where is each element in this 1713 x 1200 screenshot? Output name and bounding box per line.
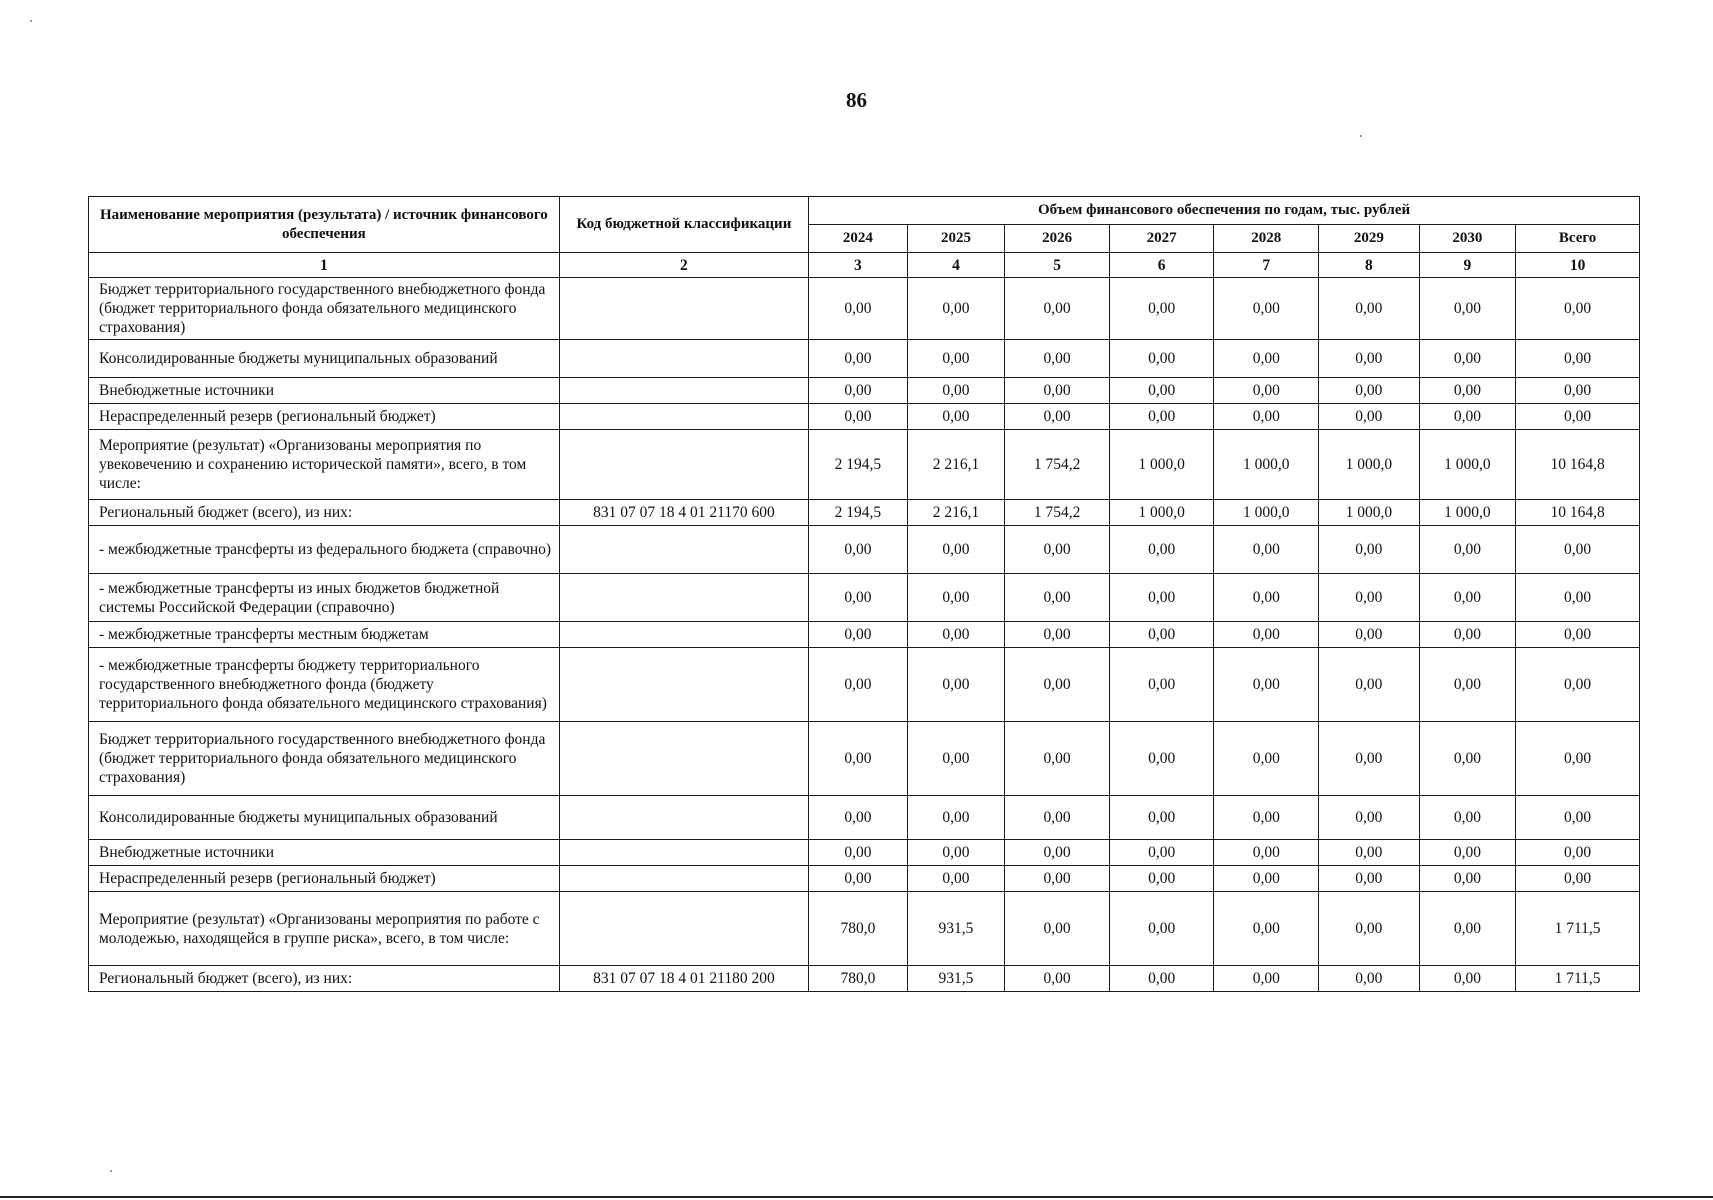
column-index-cell: 3: [809, 253, 908, 278]
row-value-cell: 0,00: [1319, 966, 1420, 992]
row-value-cell: 0,00: [1419, 866, 1516, 892]
row-value-cell: 0,00: [1319, 574, 1420, 622]
row-value-cell: 0,00: [907, 866, 1005, 892]
row-value-cell: 0,00: [907, 574, 1005, 622]
row-code-cell: [559, 722, 808, 796]
row-value-cell: 0,00: [1419, 378, 1516, 404]
row-value-cell: 0,00: [809, 526, 908, 574]
page-number: 86: [846, 88, 867, 112]
header-year-cell: 2028: [1214, 225, 1319, 253]
table-row: [89, 378, 1640, 404]
row-value-cell: 0,00: [907, 622, 1005, 648]
row-value-cell: 0,00: [1214, 796, 1319, 840]
header-year-cell: Всего: [1516, 225, 1640, 253]
row-name-cell: Мероприятие (результат) «Организованы мероприятия по работе с молодежью, находящейся в группе риска», всего, в том числе:: [89, 892, 560, 966]
row-value-cell: 1 000,0: [1419, 500, 1516, 526]
row-value-cell: 0,00: [907, 722, 1005, 796]
table-body: [89, 278, 1640, 992]
row-value-cell: 0,00: [1419, 574, 1516, 622]
row-value-cell: 1 000,0: [1214, 500, 1319, 526]
row-name-cell: Региональный бюджет (всего), из них:: [89, 966, 560, 992]
page-bottom-rule: [0, 1196, 1713, 1198]
table-row: [89, 340, 1640, 378]
row-value-cell: 0,00: [1214, 866, 1319, 892]
row-value-cell: 0,00: [809, 404, 908, 430]
row-value-cell: 1 711,5: [1516, 892, 1640, 966]
row-value-cell: 0,00: [1319, 378, 1420, 404]
table-row: [89, 278, 1640, 340]
row-code-cell: [559, 526, 808, 574]
row-name-cell: Мероприятие (результат) «Организованы мероприятия по увековечению и сохранению исторической памяти», всего, в том числе:: [89, 430, 560, 500]
row-value-cell: 931,5: [907, 892, 1005, 966]
row-value-cell: 0,00: [809, 574, 908, 622]
row-value-cell: 0,00: [1214, 574, 1319, 622]
row-value-cell: 0,00: [1005, 574, 1110, 622]
row-value-cell: 0,00: [1005, 340, 1110, 378]
row-name-cell: - межбюджетные трансферты местным бюджетам: [89, 622, 560, 648]
row-value-cell: 0,00: [1109, 840, 1214, 866]
row-code-cell: [559, 892, 808, 966]
row-value-cell: 0,00: [809, 378, 908, 404]
row-value-cell: 0,00: [1419, 404, 1516, 430]
header-year-cell: 2030: [1419, 225, 1516, 253]
row-code-cell: [559, 278, 808, 340]
row-value-cell: 0,00: [1319, 526, 1420, 574]
column-index-cell: 8: [1319, 253, 1420, 278]
table-row: [89, 404, 1640, 430]
row-name-cell: Консолидированные бюджеты муниципальных образований: [89, 340, 560, 378]
row-code-cell: [559, 840, 808, 866]
row-value-cell: 0,00: [907, 404, 1005, 430]
row-code-cell: [559, 340, 808, 378]
column-index-cell: 2: [559, 253, 808, 278]
financing-table-wrapper: [88, 196, 1640, 992]
row-value-cell: 0,00: [1109, 722, 1214, 796]
row-value-cell: 0,00: [1319, 648, 1420, 722]
row-value-cell: 0,00: [1005, 404, 1110, 430]
row-value-cell: 0,00: [1516, 378, 1640, 404]
row-value-cell: 0,00: [1516, 722, 1640, 796]
row-value-cell: 780,0: [809, 892, 908, 966]
row-value-cell: 0,00: [907, 340, 1005, 378]
header-index-row: [89, 253, 1640, 278]
scan-speck: [1360, 135, 1362, 137]
row-value-cell: 0,00: [1214, 840, 1319, 866]
row-value-cell: 0,00: [1516, 526, 1640, 574]
row-name-cell: Внебюджетные источники: [89, 378, 560, 404]
table-header: [89, 197, 1640, 278]
row-value-cell: 0,00: [1516, 866, 1640, 892]
header-year-cell: 2027: [1109, 225, 1214, 253]
row-value-cell: 0,00: [1214, 378, 1319, 404]
row-value-cell: 0,00: [1109, 796, 1214, 840]
row-value-cell: 0,00: [1319, 340, 1420, 378]
row-value-cell: 0,00: [1319, 796, 1420, 840]
row-value-cell: 0,00: [1005, 892, 1110, 966]
header-code-column: Код бюджетной классификации: [559, 197, 808, 253]
row-value-cell: 0,00: [1005, 840, 1110, 866]
row-value-cell: 0,00: [1214, 892, 1319, 966]
row-value-cell: 0,00: [1214, 340, 1319, 378]
row-value-cell: 0,00: [1516, 796, 1640, 840]
header-name-column: Наименование мероприятия (результата) / источник финансового обеспечения: [89, 197, 560, 253]
table-row: [89, 500, 1640, 526]
row-value-cell: 0,00: [1005, 866, 1110, 892]
table-row: [89, 796, 1640, 840]
row-value-cell: 0,00: [1109, 622, 1214, 648]
row-value-cell: 0,00: [1109, 378, 1214, 404]
row-name-cell: Бюджет территориального государственного внебюджетного фонда (бюджет территориального фонда обязательного медицинского страхования): [89, 278, 560, 340]
row-value-cell: 0,00: [1214, 278, 1319, 340]
row-value-cell: 0,00: [809, 866, 908, 892]
row-value-cell: 2 194,5: [809, 430, 908, 500]
row-value-cell: 0,00: [907, 840, 1005, 866]
table-row: [89, 966, 1640, 992]
row-value-cell: 0,00: [1109, 892, 1214, 966]
row-value-cell: 0,00: [809, 840, 908, 866]
table-row: [89, 622, 1640, 648]
row-value-cell: 0,00: [1516, 278, 1640, 340]
row-value-cell: 0,00: [1214, 404, 1319, 430]
row-value-cell: 0,00: [1516, 404, 1640, 430]
column-index-cell: 4: [907, 253, 1005, 278]
row-value-cell: 2 194,5: [809, 500, 908, 526]
row-value-cell: 1 000,0: [1319, 430, 1420, 500]
header-year-cell: 2025: [907, 225, 1005, 253]
row-value-cell: 1 000,0: [1109, 430, 1214, 500]
row-value-cell: 2 216,1: [907, 430, 1005, 500]
row-code-cell: [559, 404, 808, 430]
row-value-cell: 0,00: [1419, 966, 1516, 992]
row-value-cell: 1 000,0: [1214, 430, 1319, 500]
row-value-cell: 0,00: [1214, 648, 1319, 722]
row-value-cell: 0,00: [1319, 404, 1420, 430]
row-value-cell: 0,00: [1516, 840, 1640, 866]
row-value-cell: 0,00: [1109, 278, 1214, 340]
row-value-cell: 0,00: [1109, 340, 1214, 378]
row-value-cell: 0,00: [809, 722, 908, 796]
row-value-cell: 0,00: [1214, 622, 1319, 648]
row-value-cell: 0,00: [1319, 622, 1420, 648]
row-value-cell: 0,00: [1419, 892, 1516, 966]
row-code-cell: [559, 574, 808, 622]
row-name-cell: Нераспределенный резерв (региональный бюджет): [89, 866, 560, 892]
row-value-cell: 0,00: [1109, 574, 1214, 622]
row-value-cell: 0,00: [1419, 796, 1516, 840]
column-index-cell: 6: [1109, 253, 1214, 278]
row-value-cell: 0,00: [1109, 404, 1214, 430]
header-year-cell: 2029: [1319, 225, 1420, 253]
financing-table: [88, 196, 1640, 992]
header-year-cell: 2024: [809, 225, 908, 253]
table-row: [89, 866, 1640, 892]
row-code-cell: [559, 430, 808, 500]
scan-speck: [30, 20, 32, 22]
row-value-cell: 0,00: [1109, 866, 1214, 892]
row-value-cell: 1 754,2: [1005, 500, 1110, 526]
row-value-cell: 0,00: [907, 526, 1005, 574]
row-value-cell: 0,00: [907, 648, 1005, 722]
table-row: [89, 722, 1640, 796]
row-value-cell: 0,00: [809, 648, 908, 722]
row-value-cell: 0,00: [809, 340, 908, 378]
row-name-cell: Нераспределенный резерв (региональный бюджет): [89, 404, 560, 430]
header-year-cell: 2026: [1005, 225, 1110, 253]
row-value-cell: 0,00: [1005, 648, 1110, 722]
row-code-cell: [559, 796, 808, 840]
column-index-cell: 10: [1516, 253, 1640, 278]
table-row: [89, 840, 1640, 866]
row-code-cell: [559, 622, 808, 648]
row-value-cell: 0,00: [809, 278, 908, 340]
row-value-cell: 0,00: [1005, 278, 1110, 340]
row-value-cell: 0,00: [1419, 840, 1516, 866]
row-value-cell: 0,00: [1319, 722, 1420, 796]
row-value-cell: 931,5: [907, 966, 1005, 992]
row-value-cell: 0,00: [907, 796, 1005, 840]
row-code-cell: [559, 378, 808, 404]
row-value-cell: 0,00: [907, 378, 1005, 404]
row-value-cell: 0,00: [1516, 622, 1640, 648]
row-value-cell: 2 216,1: [907, 500, 1005, 526]
row-value-cell: 0,00: [1005, 722, 1110, 796]
row-value-cell: 0,00: [1005, 966, 1110, 992]
row-value-cell: 10 164,8: [1516, 500, 1640, 526]
row-value-cell: 0,00: [1516, 340, 1640, 378]
row-value-cell: 0,00: [1319, 840, 1420, 866]
table-row: [89, 526, 1640, 574]
header-financing-group: Объем финансового обеспечения по годам, тыс. рублей: [809, 197, 1640, 225]
row-value-cell: 0,00: [1214, 966, 1319, 992]
row-value-cell: 0,00: [1214, 722, 1319, 796]
column-index-cell: 1: [89, 253, 560, 278]
row-value-cell: 0,00: [1419, 278, 1516, 340]
scan-speck: [110, 1170, 112, 1172]
row-value-cell: 0,00: [1516, 574, 1640, 622]
row-value-cell: 0,00: [1319, 866, 1420, 892]
row-value-cell: 0,00: [1005, 796, 1110, 840]
row-value-cell: 0,00: [1419, 340, 1516, 378]
row-value-cell: 0,00: [1419, 622, 1516, 648]
row-name-cell: Бюджет территориального государственного внебюджетного фонда (бюджет территориального фонда обязательного медицинского страхования): [89, 722, 560, 796]
table-row: [89, 648, 1640, 722]
row-code-cell: [559, 866, 808, 892]
row-value-cell: 0,00: [1109, 526, 1214, 574]
row-value-cell: 0,00: [907, 278, 1005, 340]
row-value-cell: 0,00: [1419, 526, 1516, 574]
table-row: [89, 574, 1640, 622]
row-value-cell: 1 000,0: [1109, 500, 1214, 526]
row-value-cell: 0,00: [809, 622, 908, 648]
row-name-cell: - межбюджетные трансферты бюджету территориального государственного внебюджетного фонда (бюджету территориального фонда обязательного медицинского страхования): [89, 648, 560, 722]
row-value-cell: 10 164,8: [1516, 430, 1640, 500]
row-value-cell: 0,00: [1109, 648, 1214, 722]
row-name-cell: Внебюджетные источники: [89, 840, 560, 866]
row-name-cell: - межбюджетные трансферты из федерального бюджета (справочно): [89, 526, 560, 574]
column-index-cell: 9: [1419, 253, 1516, 278]
row-value-cell: 0,00: [1319, 892, 1420, 966]
row-code-cell: [559, 648, 808, 722]
column-index-cell: 7: [1214, 253, 1319, 278]
row-value-cell: 1 754,2: [1005, 430, 1110, 500]
row-value-cell: 0,00: [1419, 722, 1516, 796]
row-value-cell: 1 000,0: [1419, 430, 1516, 500]
row-value-cell: 0,00: [1005, 378, 1110, 404]
row-value-cell: 780,0: [809, 966, 908, 992]
table-row: [89, 430, 1640, 500]
row-value-cell: 0,00: [1214, 526, 1319, 574]
row-name-cell: Консолидированные бюджеты муниципальных образований: [89, 796, 560, 840]
row-code-cell: 831 07 07 18 4 01 21180 200: [559, 966, 808, 992]
column-index-cell: 5: [1005, 253, 1110, 278]
row-value-cell: 0,00: [1319, 278, 1420, 340]
row-value-cell: 0,00: [1109, 966, 1214, 992]
row-name-cell: Региональный бюджет (всего), из них:: [89, 500, 560, 526]
row-name-cell: - межбюджетные трансферты из иных бюджетов бюджетной системы Российской Федерации (справочно): [89, 574, 560, 622]
row-value-cell: 0,00: [1419, 648, 1516, 722]
row-value-cell: 1 711,5: [1516, 966, 1640, 992]
row-value-cell: 0,00: [809, 796, 908, 840]
row-value-cell: 1 000,0: [1319, 500, 1420, 526]
row-value-cell: 0,00: [1005, 622, 1110, 648]
table-row: [89, 892, 1640, 966]
row-value-cell: 0,00: [1516, 648, 1640, 722]
row-value-cell: 0,00: [1005, 526, 1110, 574]
row-code-cell: 831 07 07 18 4 01 21170 600: [559, 500, 808, 526]
